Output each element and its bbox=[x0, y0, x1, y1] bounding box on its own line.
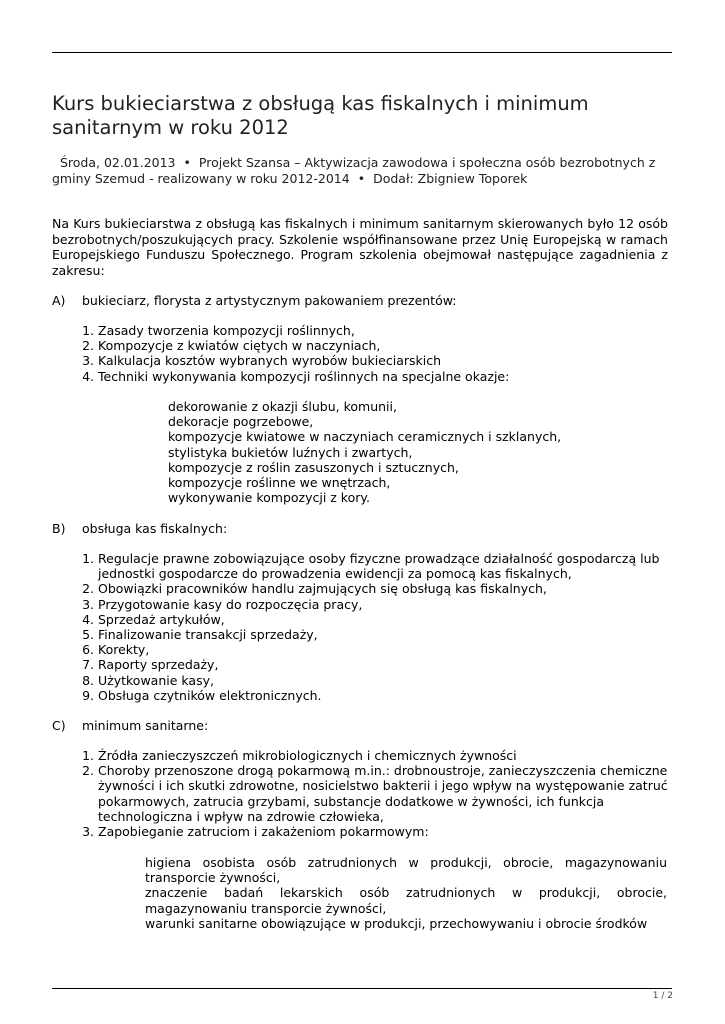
sublist-item: higiena osobista osób zatrudnionych w produkcji, obrocie, magazynowaniu transporcie żywności, bbox=[145, 855, 667, 886]
meta-bullet: • bbox=[183, 155, 191, 170]
section-letter: B) bbox=[52, 521, 66, 536]
intro-paragraph: Na Kurs bukieciarstwa z obsługą kas fiskalnych i minimum sanitarnym skierowanych było 12 osób bezrobotnych/poszukujących pracy. Szkolenie współfinansowane przez Unię Europejską w ramach Europejskiego Funduszu Społecznego. Program szkolenia obejmował następujące zagadnienia z zakresu: bbox=[52, 216, 668, 278]
list-item: 2. Choroby przenoszone drogą pokarmową m.in.: drobnoustroje, zanieczyszczenia chemiczne żywności i ich skutki zdrowotne, nosicielstwo bakterii i jego wpływ na występowanie zatruć pokarmowych, zatrucia grzybami, substancje dodatkowe w żywności, ich funkcja technologiczna i wpływ na zdrowie człowieka, bbox=[98, 763, 672, 824]
page-number: 1 / 2 bbox=[652, 991, 673, 1001]
section-a-list bbox=[52, 323, 672, 384]
list-item: 3. Przygotowanie kasy do rozpoczęcia pracy, bbox=[98, 597, 672, 612]
meta-author: Dodał: Zbigniew Toporek bbox=[373, 171, 528, 186]
section-title: bukieciarz, florysta z artystycznym pakowaniem prezentów: bbox=[82, 293, 457, 308]
section-letter: C) bbox=[52, 718, 66, 733]
sublist-item: kompozycje kwiatowe w naczyniach ceramicznych i szklanych, bbox=[168, 429, 562, 445]
list-item: 5. Finalizowanie transakcji sprzedaży, bbox=[98, 627, 672, 642]
list-item: 9. Obsługa czytników elektronicznych. bbox=[98, 688, 672, 703]
list-item: 1. Zasady tworzenia kompozycji roślinnych, bbox=[98, 323, 672, 338]
list-item: 3. Kalkulacja kosztów wybranych wyrobów bukieciarskich bbox=[98, 353, 672, 368]
section-c-sublist bbox=[145, 855, 667, 931]
section-b-heading bbox=[52, 521, 227, 536]
list-item: 2. Obowiązki pracowników handlu zajmujących się obsługą kas fiskalnych, bbox=[98, 581, 672, 596]
section-letter: A) bbox=[52, 293, 66, 308]
list-item: 7. Raporty sprzedaży, bbox=[98, 657, 672, 672]
article-meta bbox=[52, 155, 672, 187]
section-c-list bbox=[52, 748, 672, 839]
section-title: minimum sanitarne: bbox=[82, 718, 209, 733]
list-item: 4. Sprzedaż artykułów, bbox=[98, 612, 672, 627]
list-item: 3. Zapobieganie zatruciom i zakażeniom pokarmowym: bbox=[98, 824, 672, 839]
meta-date: Środa, 02.01.2013 bbox=[59, 155, 176, 170]
article-title: Kurs bukieciarstwa z obsługą kas fiskalnych i minimum sanitarnym w roku 2012 bbox=[52, 92, 589, 139]
header-rule bbox=[52, 52, 672, 53]
list-item: 8. Użytkowanie kasy, bbox=[98, 673, 672, 688]
section-a-heading bbox=[52, 293, 456, 308]
sublist-item: dekorowanie z okazji ślubu, komunii, bbox=[168, 399, 397, 414]
section-a-sublist bbox=[168, 399, 648, 505]
section-b-list bbox=[52, 551, 672, 703]
sublist-item: stylistyka bukietów luźnych i zwartych, bbox=[168, 444, 413, 460]
sublist-item: kompozycje roślinne we wnętrzach, bbox=[168, 475, 391, 491]
sublist-item: wykonywanie kompozycji z kory. bbox=[168, 490, 370, 506]
sublist-item: warunki sanitarne obowiązujące w produkcji, przechowywaniu i obrocie środków bbox=[145, 915, 648, 931]
meta-category: Projekt Szansa – Aktywizacja zawodowa i społeczna osób bezrobotnych z gminy Szemud - realizowany w roku 2012-2014 bbox=[52, 155, 656, 186]
sublist-item: znaczenie badań lekarskich osób zatrudnionych w produkcji, obrocie, magazynowaniu transporcie żywności, bbox=[145, 885, 667, 916]
section-title: obsługa kas fiskalnych: bbox=[82, 521, 228, 536]
meta-bullet: • bbox=[357, 171, 366, 186]
list-item: 1. Źródła zanieczyszczeń mikrobiologicznych i chemicznych żywności bbox=[98, 748, 672, 763]
list-item: 1. Regulacje prawne zobowiązujące osoby fizyczne prowadzące działalność gospodarczą lub jednostki gospodarcze do prowadzenia ewidencji za pomocą kas fiskalnych, bbox=[98, 551, 672, 581]
sublist-item: dekoracje pogrzebowe, bbox=[168, 414, 314, 430]
sublist-item: kompozycje z roślin zasuszonych i sztucznych, bbox=[168, 459, 459, 475]
list-item: 6. Korekty, bbox=[98, 642, 672, 657]
list-item: 2. Kompozycje z kwiatów ciętych w naczyniach, bbox=[98, 338, 672, 353]
section-c-heading bbox=[52, 718, 208, 733]
list-item: 4. Techniki wykonywania kompozycji roślinnych na specjalne okazje: bbox=[98, 369, 672, 384]
footer-rule bbox=[52, 988, 672, 989]
